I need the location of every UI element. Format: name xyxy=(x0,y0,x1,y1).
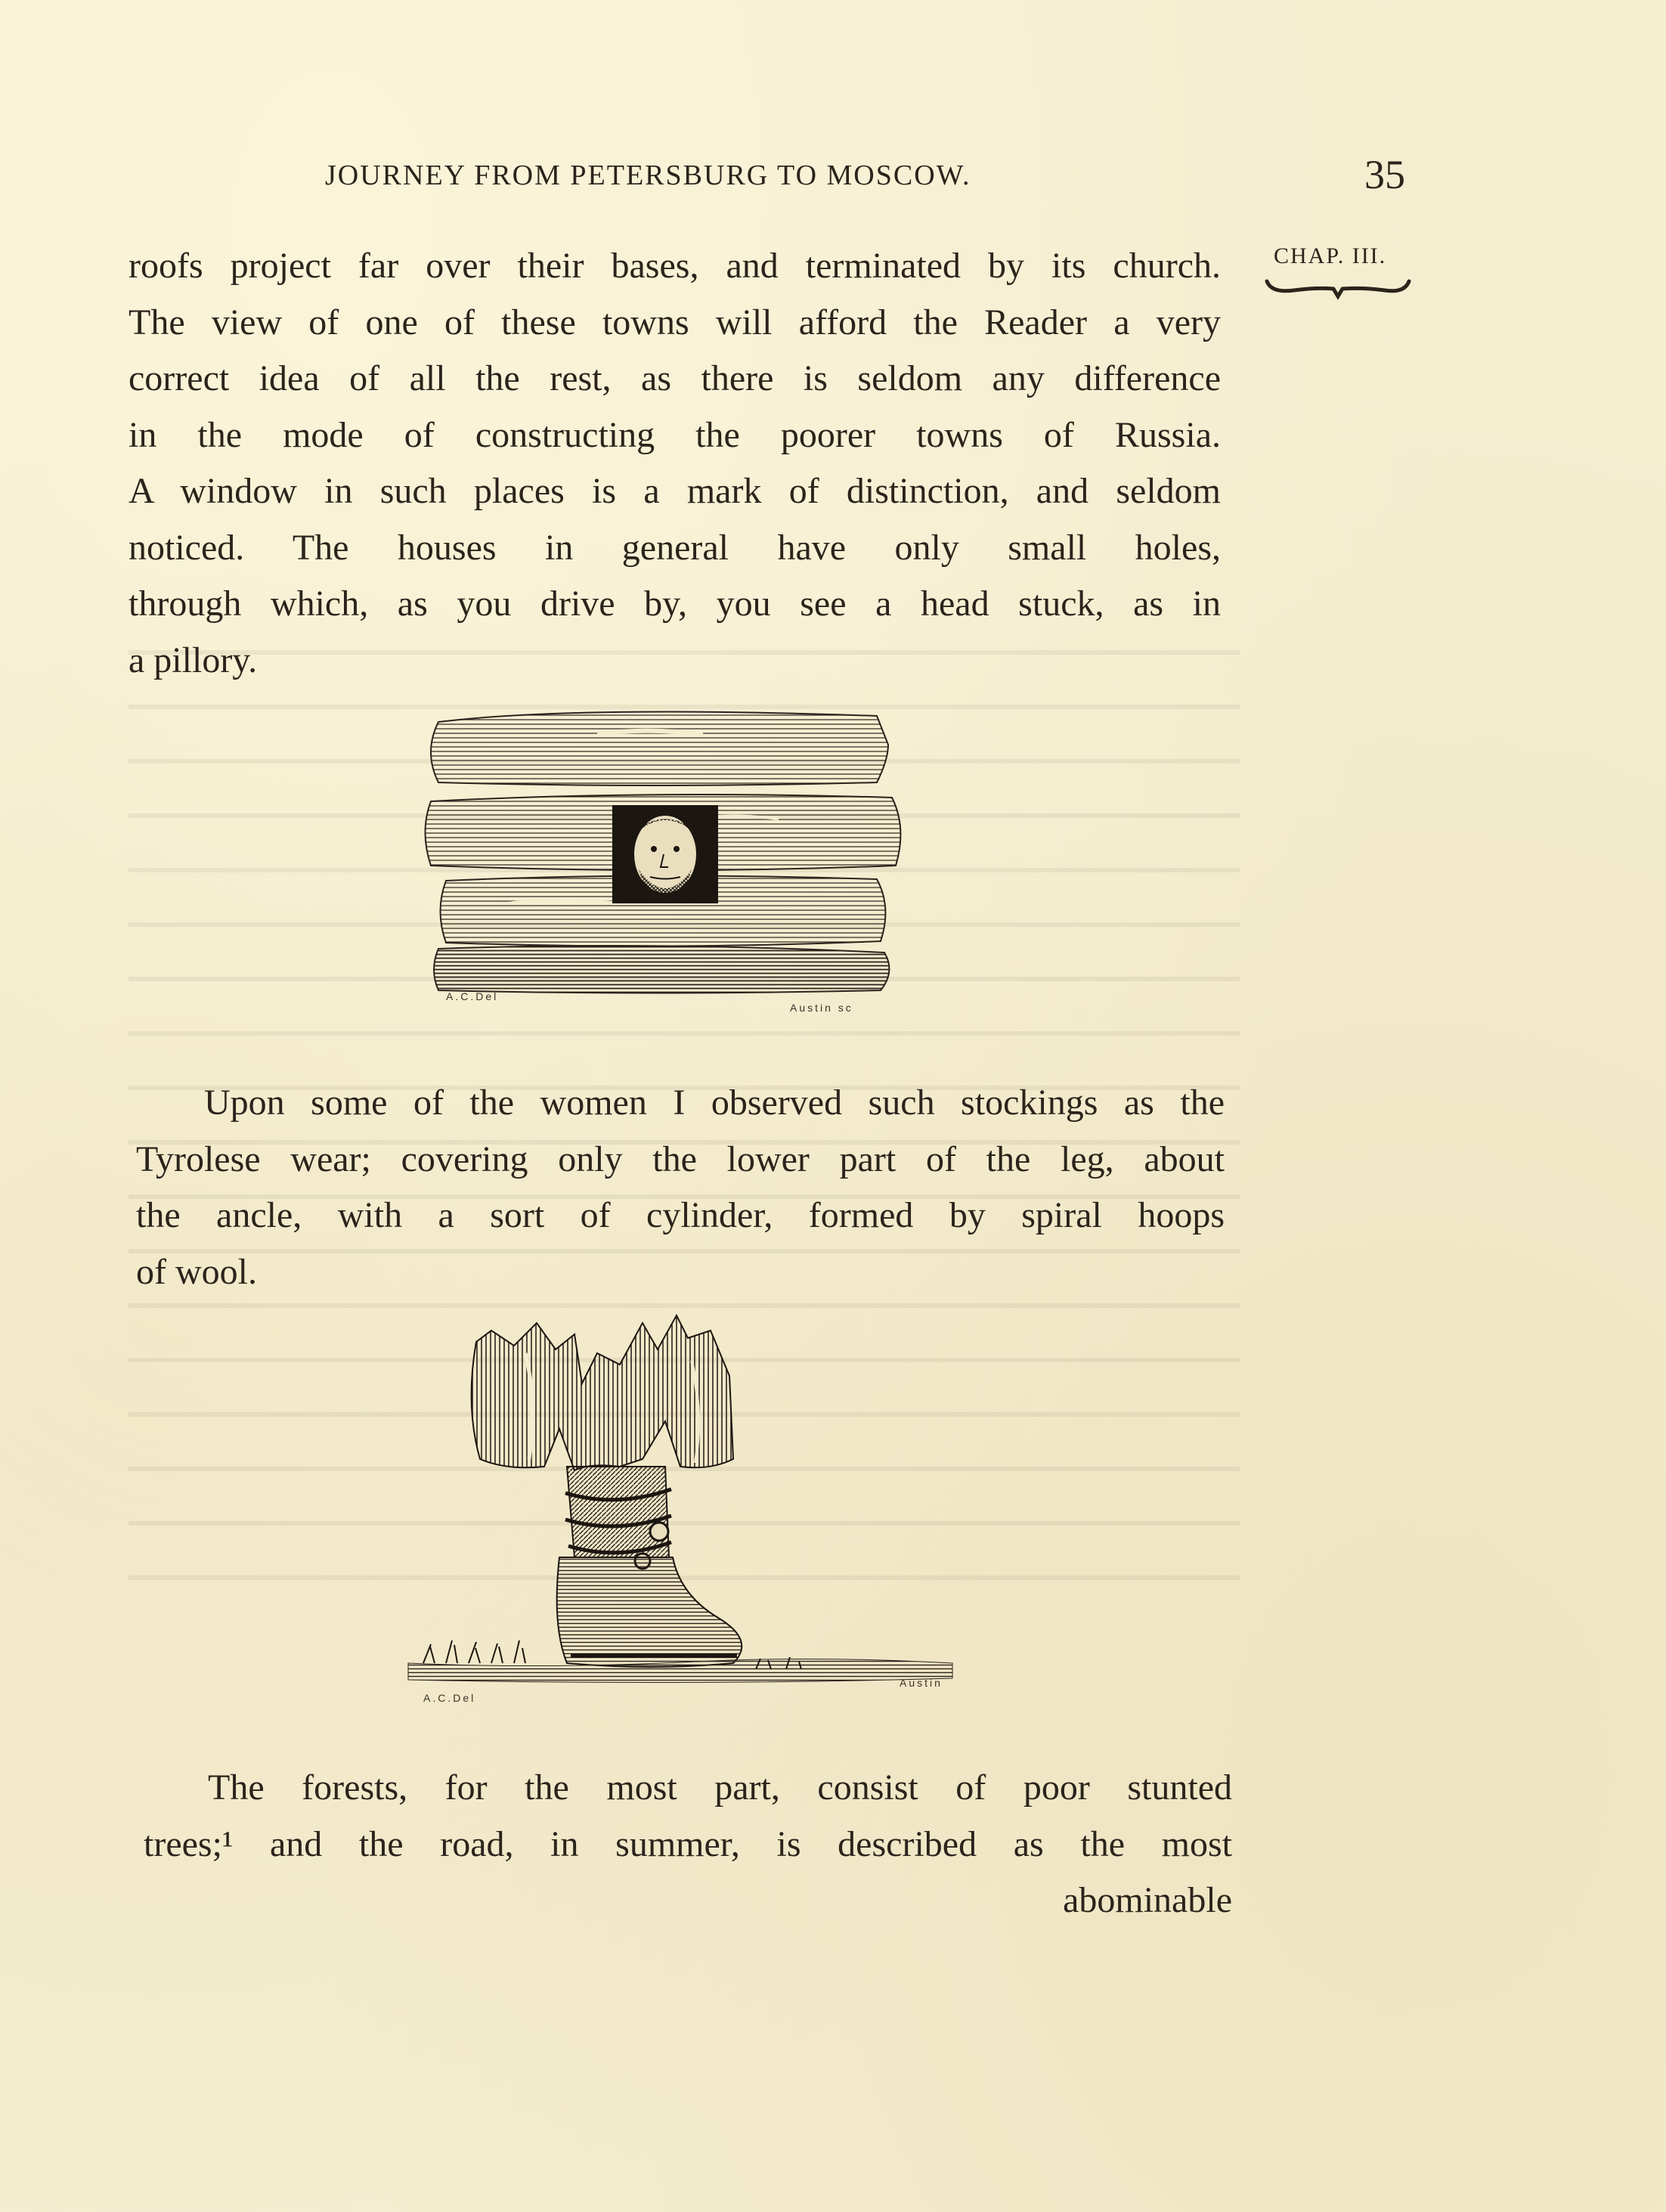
text-line: correct idea of all the rest, as there is seldom any difference xyxy=(129,358,1221,398)
text-line: The forests, for the most part, consist of poor stunted xyxy=(208,1767,1232,1808)
text-line: of wool. xyxy=(136,1251,257,1292)
text-line: the ancle, with a sort of cylinder, formed by spiral hoops xyxy=(136,1195,1225,1235)
engraving-tyrolese-stocking xyxy=(393,1308,968,1716)
engraving-credit-right: Austin xyxy=(900,1677,943,1689)
chapter-margin-note: CHAP. III. xyxy=(1274,243,1387,268)
text-line: Upon some of the women I observed such stockings as the xyxy=(204,1083,1225,1123)
engraving-head-in-window xyxy=(423,699,937,1017)
page-number: 35 xyxy=(1364,152,1405,197)
text-line: a pillory. xyxy=(129,640,258,680)
text-line: The view of one of these towns will afford the Reader a very xyxy=(129,302,1221,342)
text-line: noticed. The houses in general have only small holes, xyxy=(129,527,1221,568)
text-line: trees;¹ and the road, in summer, is described as the most xyxy=(144,1823,1232,1864)
text-line: Tyrolese wear; covering only the lower part of the leg, about xyxy=(136,1139,1225,1179)
paragraph-3 xyxy=(144,1760,1232,1929)
engraving-credit-right: Austin sc xyxy=(790,1002,853,1014)
text-line: in the mode of constructing the poorer towns of Russia. xyxy=(129,414,1221,455)
paragraph-1 xyxy=(129,238,1221,689)
stocking-leg-illustration xyxy=(393,1308,968,1716)
paragraph-2 xyxy=(136,1075,1225,1300)
running-head: JOURNEY FROM PETERSBURG TO MOSCOW. xyxy=(325,160,971,191)
text-line: roofs project far over their bases, and terminated by its church. xyxy=(129,246,1221,286)
engraving-credit-left: A.C.Del xyxy=(423,1692,476,1704)
engraving-credit-left: A.C.Del xyxy=(446,990,499,1002)
text-line: through which, as you drive by, you see a head stuck, as in xyxy=(129,584,1221,624)
text-line: A window in such places is a mark of distinction, and seldom xyxy=(129,471,1221,511)
catchword: abominable xyxy=(1063,1880,1232,1920)
margin-brace-ornament xyxy=(1264,274,1412,304)
head-in-window-illustration xyxy=(423,699,937,1017)
